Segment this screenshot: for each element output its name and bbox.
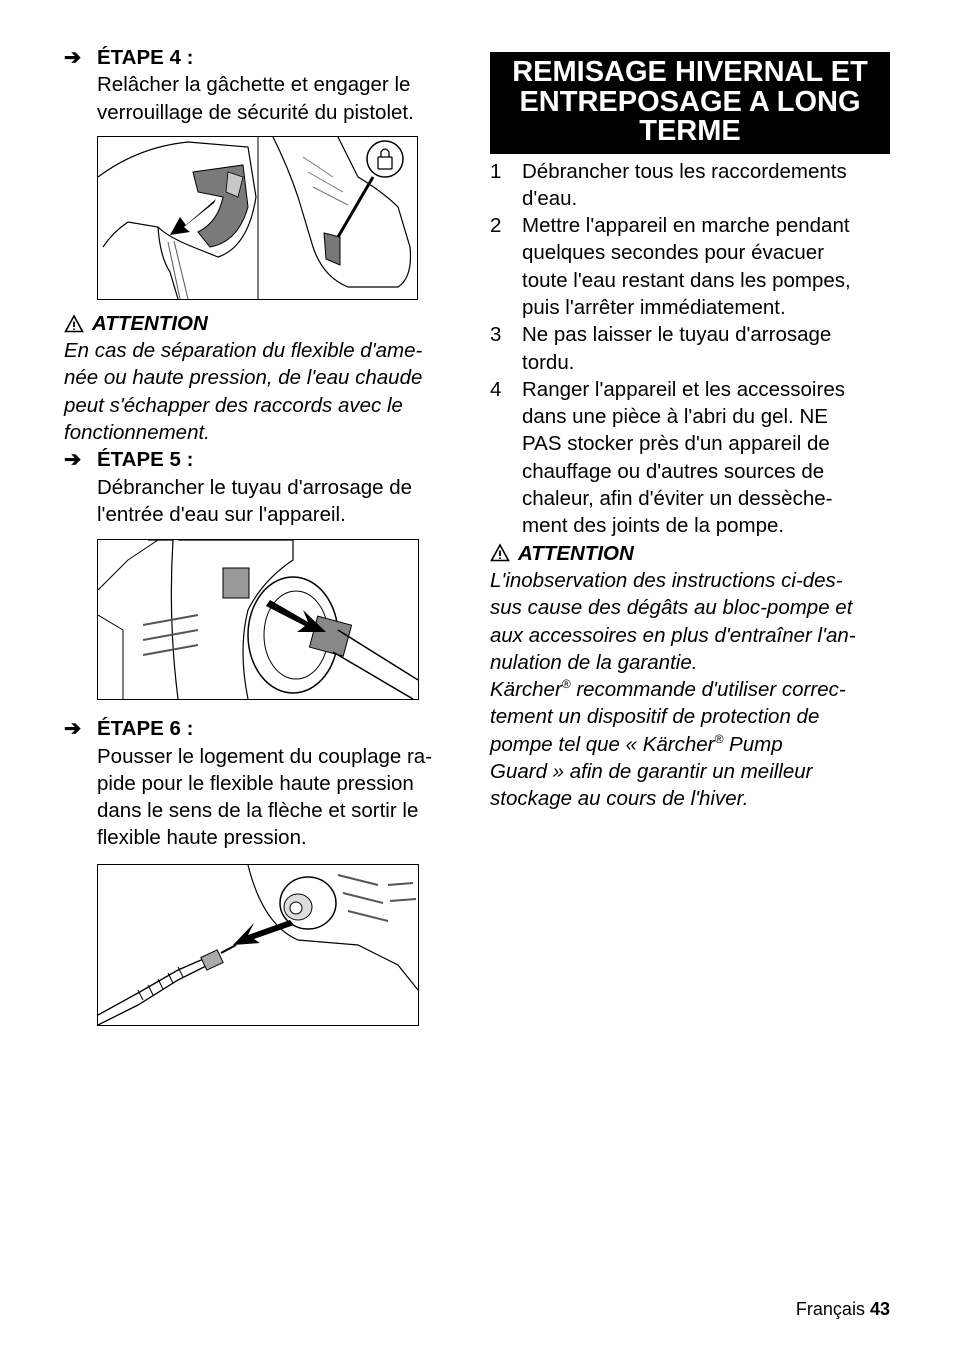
heading-line-1: REMISAGE HIVERNAL ET: [512, 56, 868, 88]
step-5-title: ÉTAPE 5 :: [97, 448, 194, 472]
list-item: [490, 158, 890, 213]
item-number: 4: [490, 377, 502, 401]
item-line: Ranger l'appareil et les accessoires: [522, 377, 845, 401]
recommend-text: stockage au cours de l'hiver.: [490, 787, 749, 811]
step-6: [64, 715, 469, 851]
step-4-line-2: verrouillage de sécurité du pistolet.: [97, 100, 414, 124]
figure-garden-hose: [97, 539, 419, 700]
heading-line-2: ENTREPOSAGE A LONG: [519, 85, 861, 118]
item-number: 2: [490, 214, 502, 238]
registered-mark: ®: [561, 677, 571, 692]
attention-block-1: [64, 310, 469, 446]
step-5: [64, 446, 469, 528]
heading-line-3: TERME: [639, 115, 741, 147]
arrow-right-icon: ➔: [64, 717, 82, 741]
attention-1-line-4: fonctionnement.: [64, 421, 210, 445]
step-4-line-1: Relâcher la gâchette et engager le: [97, 73, 411, 97]
item-line: d'eau.: [522, 186, 578, 210]
recommend-text: tement un dispositif de protection de: [490, 705, 820, 729]
left-column: [64, 44, 469, 1026]
warning-triangle-icon: [490, 543, 510, 563]
attention-block-2: [490, 540, 890, 676]
item-number: 1: [490, 159, 502, 183]
item-line: Mettre l'appareil en marche pendant: [522, 214, 850, 238]
item-line: chauffage ou d'autres sources de: [522, 459, 825, 483]
registered-mark: ®: [714, 731, 724, 746]
recommend-text: Pump: [723, 732, 783, 756]
step-4: [64, 44, 469, 126]
item-line: Ne pas laisser le tuyau d'arrosage: [522, 323, 832, 347]
page-number: 43: [869, 1299, 890, 1319]
figure-high-pressure-hose: [97, 864, 419, 1026]
attention-2-line-2: sus cause des dégâts au bloc-pompe et: [490, 596, 853, 620]
step-6-line-4: flexible haute pression.: [97, 826, 307, 850]
item-line: tordu.: [522, 350, 575, 374]
section-heading: [490, 52, 890, 154]
step-6-line-3: dans le sens de la flèche et sortir le: [97, 799, 419, 823]
item-line: toute l'eau restant dans les pompes,: [522, 268, 851, 292]
item-line: Débrancher tous les raccordements: [522, 159, 847, 183]
brand-name: Kärcher: [490, 678, 562, 702]
arrow-right-icon: ➔: [64, 448, 82, 472]
attention-1-line-2: née ou haute pression, de l'eau chaude: [64, 366, 423, 390]
attention-1-line-3: peut s'échapper des raccords avec le: [64, 393, 403, 417]
attention-2-line-3: aux accessoires en plus d'entraîner l'an-: [490, 623, 856, 647]
item-line: ment des joints de la pompe.: [522, 514, 785, 538]
recommend-text: Guard » afin de garantir un meilleur: [490, 760, 813, 784]
storage-instructions-list: [490, 158, 890, 540]
recommendation-paragraph: [490, 676, 890, 812]
item-line: puis l'arrêter immédiatement.: [522, 295, 786, 319]
attention-2-line-4: nulation de la garantie.: [490, 650, 698, 674]
item-number: 3: [490, 323, 502, 347]
recommend-text: recommande d'utiliser correc-: [570, 678, 846, 702]
attention-1-title: ATTENTION: [92, 311, 208, 335]
attention-2-title: ATTENTION: [518, 541, 634, 565]
step-6-line-2: pide pour le flexible haute pression: [97, 771, 414, 795]
item-line: PAS stocker près d'un appareil de: [522, 432, 830, 456]
right-column: [490, 52, 890, 813]
list-item: [490, 321, 890, 376]
warning-triangle-icon: [64, 314, 84, 334]
list-item: [490, 212, 890, 321]
attention-2-line-1: L'inobservation des instructions ci-des-: [490, 568, 843, 592]
step-5-line-2: l'entrée d'eau sur l'appareil.: [97, 502, 346, 526]
step-6-title: ÉTAPE 6 :: [97, 717, 194, 741]
step-6-line-1: Pousser le logement du couplage ra-: [97, 744, 433, 768]
list-item: [490, 376, 890, 540]
footer-language: Français: [795, 1299, 865, 1319]
attention-1-line-1: En cas de séparation du flexible d'ame-: [64, 339, 423, 363]
item-line: dans une pièce à l'abri du gel. NE: [522, 405, 828, 429]
figure-trigger-lock: [97, 136, 418, 300]
step-4-title: ÉTAPE 4 :: [97, 46, 194, 69]
arrow-right-icon: ➔: [64, 46, 82, 69]
item-line: quelques secondes pour évacuer: [522, 241, 825, 265]
recommend-text: pompe tel que « Kärcher: [490, 732, 715, 756]
page-footer: [796, 1296, 890, 1323]
item-line: chaleur, afin d'éviter un dessèche-: [522, 487, 833, 511]
step-5-line-1: Débrancher le tuyau d'arrosage de: [97, 475, 413, 499]
